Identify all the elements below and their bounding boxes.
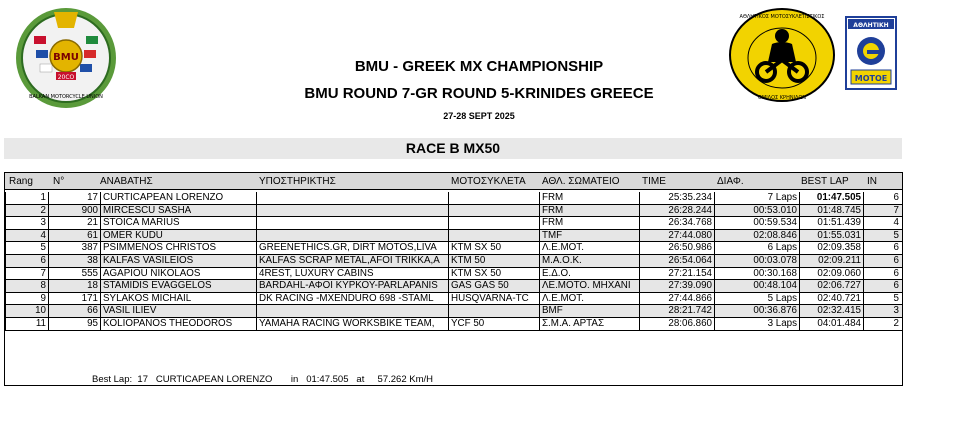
best-lap-at-label: at (356, 374, 365, 385)
cell-in: 5 (863, 230, 901, 242)
cell-time: 26:34.768 (639, 217, 714, 229)
cell-num: 17 (48, 192, 100, 204)
cell-rank: 6 (5, 255, 48, 267)
cell-in: 5 (863, 293, 901, 305)
results-rows (5, 192, 902, 331)
cell-time: 26:54.064 (639, 255, 714, 267)
table-row (5, 192, 902, 205)
best-lap-label: Best Lap: (92, 374, 133, 385)
cell-rider: STAMIDIS EVAGGELOS (100, 280, 256, 292)
cell-best: 02:09.211 (799, 255, 863, 267)
cell-in: 3 (863, 305, 901, 317)
cell-diff: 7 Laps (714, 192, 799, 204)
table-row (5, 318, 902, 331)
cell-in: 2 (863, 318, 901, 330)
cell-in: 4 (863, 217, 901, 229)
cell-time: 28:21.742 (639, 305, 714, 317)
cell-rank: 10 (5, 305, 48, 317)
results-table (4, 172, 903, 386)
cell-rank: 4 (5, 230, 48, 242)
cell-rider: KALFAS VASILEIOS (100, 255, 256, 267)
cell-best: 01:55.031 (799, 230, 863, 242)
cell-club: FRM (539, 192, 639, 204)
cell-in: 6 (863, 242, 901, 254)
round-title: BMU ROUND 7-GR ROUND 5-KRINIDES GREECE (304, 85, 654, 102)
cell-time: 26:50.986 (639, 242, 714, 254)
cell-diff: 00:59.534 (714, 217, 799, 229)
cell-best: 01:47.505 (799, 192, 863, 204)
cell-in: 6 (863, 255, 901, 267)
cell-num: 61 (48, 230, 100, 242)
cell-diff: 02:08.846 (714, 230, 799, 242)
cell-num: 95 (48, 318, 100, 330)
cell-in: 6 (863, 268, 901, 280)
cell-club: BMF (539, 305, 639, 317)
cell-best: 02:09.358 (799, 242, 863, 254)
table-row (5, 230, 902, 243)
cell-rider: KOLIOPANOS THEODOROS (100, 318, 256, 330)
cell-club: FRM (539, 217, 639, 229)
svg-text:20CO: 20CO (57, 74, 75, 81)
cell-best: 02:40.721 (799, 293, 863, 305)
cell-sponsor: YAMAHA RACING WORKSBIKE TEAM, (256, 318, 448, 330)
cell-bike: GAS GAS 50 (448, 280, 539, 292)
table-row (5, 305, 902, 318)
table-row (5, 268, 902, 281)
cell-rank: 3 (5, 217, 48, 229)
cell-time: 25:35.234 (639, 192, 714, 204)
best-lap-speed: 57.262 Km/H (377, 374, 433, 385)
table-row (5, 255, 902, 268)
table-header (5, 173, 902, 190)
cell-diff: 00:36.876 (714, 305, 799, 317)
cell-club: FRM (539, 205, 639, 217)
col-best-lap: BEST LAP (801, 176, 849, 187)
cell-num: 555 (48, 268, 100, 280)
svg-text:ΟΜΙΛΟΣ ΚΡΗΝΙΔΩΝ: ΟΜΙΛΟΣ ΚΡΗΝΙΔΩΝ (757, 95, 807, 101)
cell-club: TMF (539, 230, 639, 242)
best-lap-time: 01:47.505 (306, 374, 349, 385)
cell-diff: 5 Laps (714, 293, 799, 305)
cell-club: Λ.Ε.ΜΟΤ. (539, 293, 639, 305)
cell-rider: MIRCESCU SASHA (100, 205, 256, 217)
cell-num: 18 (48, 280, 100, 292)
cell-best: 02:32.415 (799, 305, 863, 317)
cell-rider: AGAPIOU NIKOLAOS (100, 268, 256, 280)
best-lap-number: 17 (137, 374, 148, 385)
cell-best: 01:51.439 (799, 217, 863, 229)
cell-time: 28:06.860 (639, 318, 714, 330)
cell-diff: 00:03.078 (714, 255, 799, 267)
col-in: IN (867, 176, 877, 187)
col-rank: Rang (9, 176, 33, 187)
col-time: TIME (642, 176, 666, 187)
cell-in: 7 (863, 205, 901, 217)
cell-time: 27:21.154 (639, 268, 714, 280)
cell-num: 21 (48, 217, 100, 229)
cell-sponsor: KALFAS SCRAP METAL,AFOI TRIKKA,A (256, 255, 448, 267)
cell-num: 900 (48, 205, 100, 217)
cell-best: 04:01.484 (799, 318, 863, 330)
cell-rider: STOICA MARIUS (100, 217, 256, 229)
cell-rider: OMER KUDU (100, 230, 256, 242)
best-lap-in-label: in (290, 374, 299, 385)
bmu-logo-text: BMU (53, 52, 79, 63)
cell-sponsor: DK RACING -MXENDURO 698 -STAML (256, 293, 448, 305)
cell-rider: CURTICAPEAN LORENZO (100, 192, 256, 204)
cell-bike (448, 217, 539, 229)
cell-club: Σ.Μ.Α. ΑΡΤΑΣ (539, 318, 639, 330)
cell-rank: 5 (5, 242, 48, 254)
svg-text:ΜΟΤΟΕ: ΜΟΤΟΕ (854, 74, 888, 83)
championship-title: BMU - GREEK MX CHAMPIONSHIP (354, 58, 604, 75)
cell-rank: 9 (5, 293, 48, 305)
cell-bike: HUSQVARNA-TC (448, 293, 539, 305)
cell-bike: YCF 50 (448, 318, 539, 330)
cell-rider: PSIMMENOS CHRISTOS (100, 242, 256, 254)
col-rider: ΑΝΑΒΑΤΗΣ (100, 176, 153, 187)
cell-bike (448, 305, 539, 317)
table-row (5, 293, 902, 306)
table-row (5, 217, 902, 230)
cell-num: 38 (48, 255, 100, 267)
col-sponsor: ΥΠΟΣΤΗΡΙΚΤΗΣ (259, 176, 336, 187)
cell-diff: 00:30.168 (714, 268, 799, 280)
col-number: N° (53, 176, 65, 187)
cell-bike (448, 192, 539, 204)
cell-diff: 6 Laps (714, 242, 799, 254)
table-row (5, 205, 902, 218)
col-bike: ΜΟΤΟΣΥΚΛΕΤΑ (451, 176, 526, 187)
cell-rider: VASIL ILIEV (100, 305, 256, 317)
cell-best: 01:48.745 (799, 205, 863, 217)
cell-sponsor (256, 205, 448, 217)
cell-time: 27:44.080 (639, 230, 714, 242)
svg-text:BALKAN MOTORCYCLE UNION: BALKAN MOTORCYCLE UNION (29, 94, 103, 100)
cell-bike (448, 205, 539, 217)
svg-text:ΑΘΛΗΤΙΚΟΣ ΜΟΤΟΣΥΚΛΕΤΙΣΤΙΚΟΣ: ΑΘΛΗΤΙΚΟΣ ΜΟΤΟΣΥΚΛΕΤΙΣΤΙΚΟΣ (739, 14, 825, 20)
cell-club: Ε.Δ.Ο. (539, 268, 639, 280)
cell-sponsor: 4REST, LUXURY CABINS (256, 268, 448, 280)
best-lap-rider: CURTICAPEAN LORENZO (155, 374, 273, 385)
svg-text:ΑΘΛΗΤΙΚΗ: ΑΘΛΗΤΙΚΗ (853, 22, 889, 29)
cell-in: 6 (863, 192, 901, 204)
cell-diff: 00:53.010 (714, 205, 799, 217)
cell-num: 66 (48, 305, 100, 317)
cell-club: Μ.Α.Ο.Κ. (539, 255, 639, 267)
cell-rank: 8 (5, 280, 48, 292)
col-club: ΑΘΛ. ΣΩΜΑΤΕΙΟ (542, 176, 620, 187)
cell-best: 02:06.727 (799, 280, 863, 292)
cell-num: 171 (48, 293, 100, 305)
cell-num: 387 (48, 242, 100, 254)
cell-best: 02:09.060 (799, 268, 863, 280)
cell-rider: SYLAKOS MICHAIL (100, 293, 256, 305)
cell-sponsor (256, 305, 448, 317)
best-lap-summary (92, 374, 433, 385)
cell-time: 27:44.866 (639, 293, 714, 305)
athletic-motoe-logo (845, 16, 897, 90)
cell-rank: 11 (5, 318, 48, 330)
col-diff: ΔΙΑΦ. (717, 176, 744, 187)
cell-diff: 00:48.104 (714, 280, 799, 292)
race-title: RACE B MX50 (4, 138, 902, 159)
cell-sponsor (256, 217, 448, 229)
cell-rank: 7 (5, 268, 48, 280)
table-row (5, 280, 902, 293)
cell-bike: KTM SX 50 (448, 268, 539, 280)
cell-in: 6 (863, 280, 901, 292)
cell-club: Λ.Ε.ΜΟΤ. (539, 242, 639, 254)
cell-sponsor: BARDAHL-ΑΦΟΙ ΚΥΡΚΟΥ-PARLAPANIS (256, 280, 448, 292)
cell-time: 26:28.244 (639, 205, 714, 217)
cell-sponsor (256, 192, 448, 204)
cell-rank: 1 (5, 192, 48, 204)
cell-diff: 3 Laps (714, 318, 799, 330)
table-row (5, 242, 902, 255)
cell-rank: 2 (5, 205, 48, 217)
cell-sponsor: GREENETHICS.GR, DIRT MOTOS,LIVA (256, 242, 448, 254)
cell-time: 27:39.090 (639, 280, 714, 292)
cell-bike (448, 230, 539, 242)
cell-club: ΛΕ.ΜΟΤΟ. ΜΗΧΑΝΙ (539, 280, 639, 292)
cell-sponsor (256, 230, 448, 242)
cell-bike: KTM 50 (448, 255, 539, 267)
cell-bike: KTM SX 50 (448, 242, 539, 254)
event-dates: 27-28 SEPT 2025 (443, 111, 515, 121)
